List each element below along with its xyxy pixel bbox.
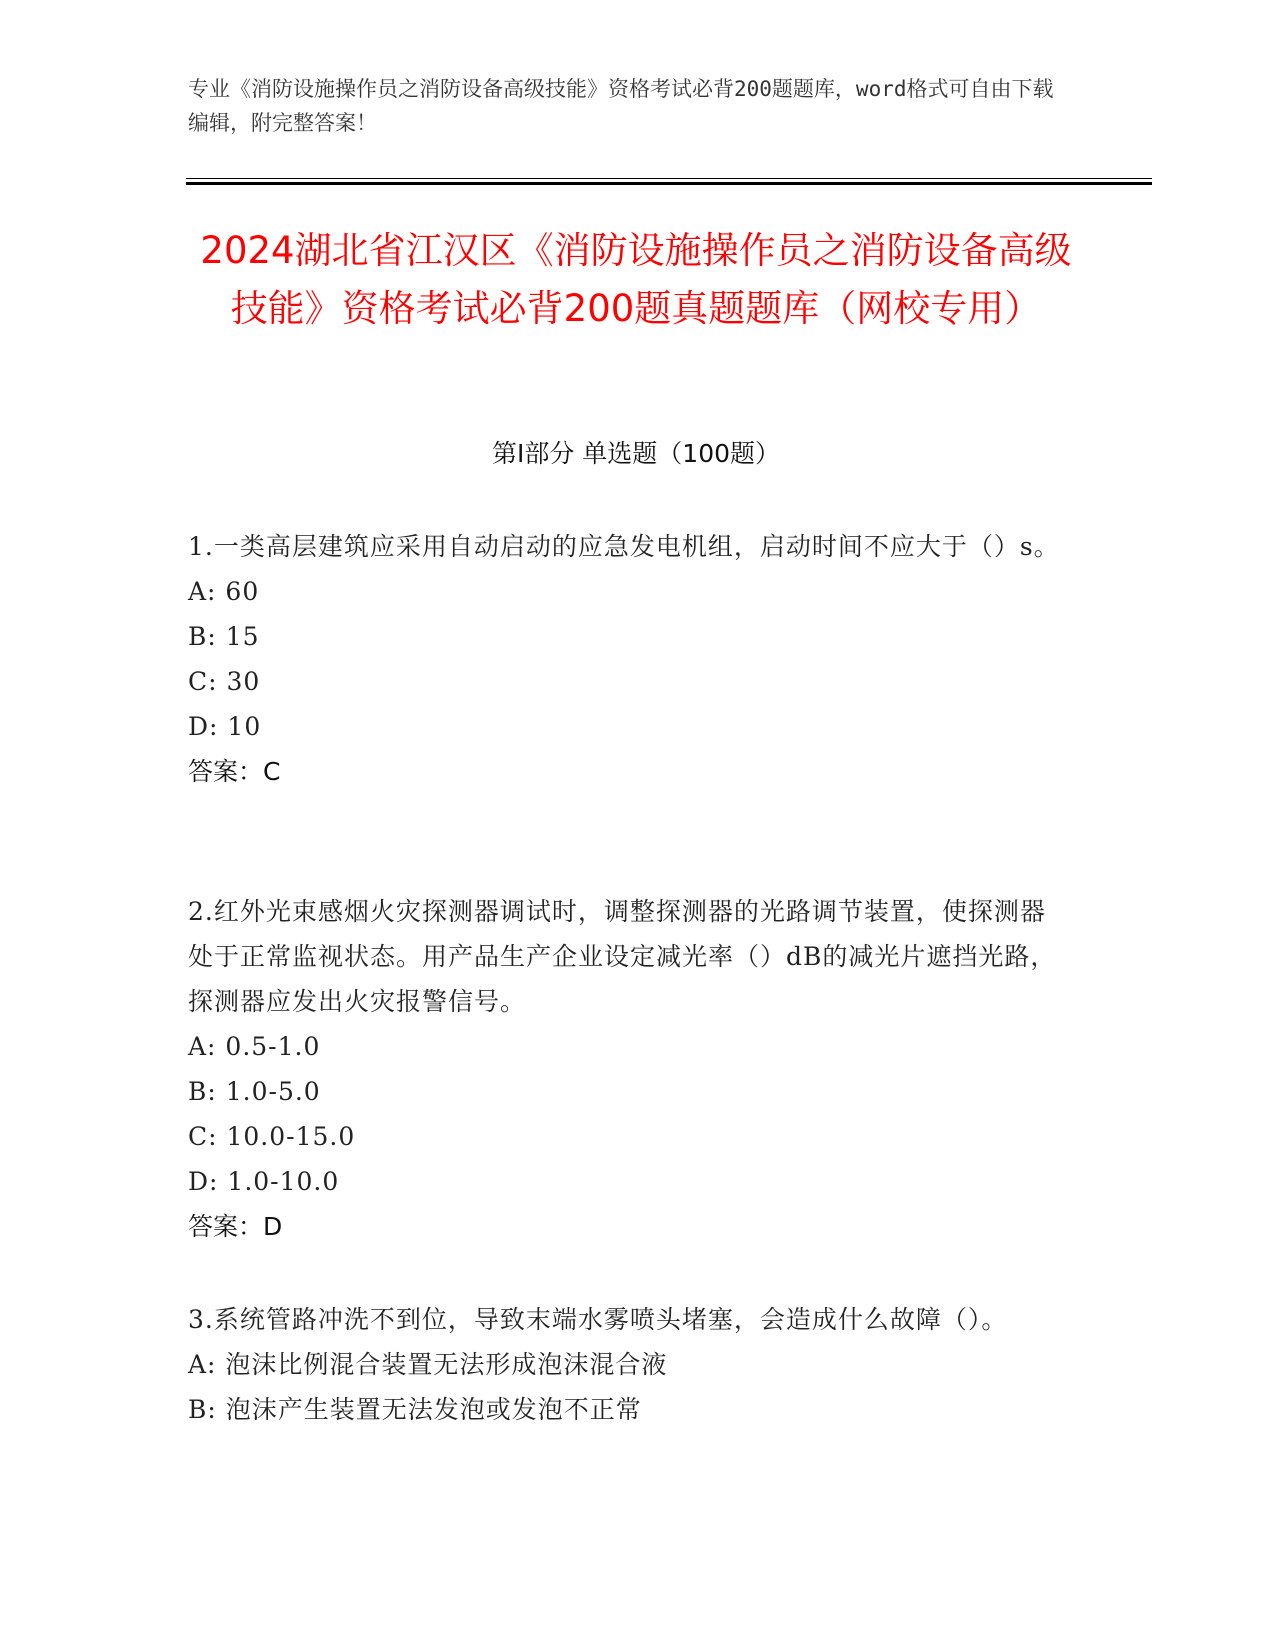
answer: 答案：D [188, 1212, 283, 1241]
question-2 [188, 889, 1068, 1249]
question-text: 3.系统管路冲洗不到位，导致末端水雾喷头堵塞，会造成什么故障（）。 [188, 1305, 1008, 1334]
header-divider-thin [186, 178, 1152, 179]
option-c: C: 30 [188, 667, 261, 696]
question-3 [188, 1297, 1068, 1432]
document-title: 2024湖北省江汉区《消防设施操作员之消防设备高级技能》资格考试必背200题真题题库（网校专用） [200, 229, 1072, 330]
answer: 答案：C [188, 757, 281, 786]
option-c: C: 10.0-15.0 [188, 1122, 356, 1151]
header-divider-thick [186, 182, 1152, 185]
option-a: A: 60 [188, 577, 260, 606]
question-text: 1.一类高层建筑应采用自动启动的应急发电机组，启动时间不应大于（）s。 [188, 532, 1060, 561]
question-1 [188, 524, 1068, 794]
section-title: 第Ⅰ部分 单选题（100题） [491, 439, 781, 468]
option-b: B: 1.0-5.0 [188, 1077, 321, 1106]
header-note: 专业《消防设施操作员之消防设备高级技能》资格考试必背200题题库，word格式可自由下载编辑，附完整答案！ [188, 77, 1054, 135]
option-b: B: 泡沫产生装置无法发泡或发泡不正常 [188, 1395, 642, 1424]
question-text: 2.红外光束感烟火灾探测器调试时，调整探测器的光路调节装置，使探测器处于正常监视状态。用产品生产企业设定减光率（）dB的减光片遮挡光路，探测器应发出火灾报警信号。 [188, 897, 1057, 1016]
option-b: B: 15 [188, 622, 260, 651]
option-a: A: 泡沫比例混合装置无法形成泡沫混合液 [188, 1350, 668, 1379]
option-d: D: 1.0-10.0 [188, 1167, 340, 1196]
option-d: D: 10 [188, 712, 262, 741]
option-a: A: 0.5-1.0 [188, 1032, 321, 1061]
